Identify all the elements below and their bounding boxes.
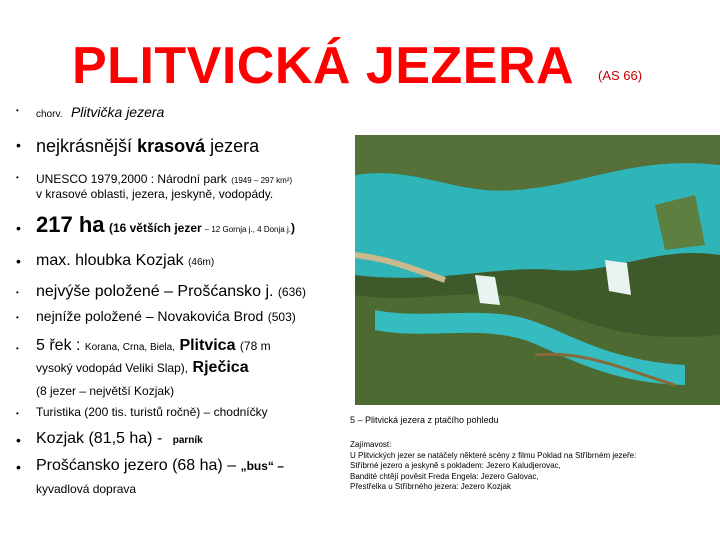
line-depth <box>36 252 214 270</box>
line-karst-b: krasová <box>137 136 206 156</box>
trivia-line: Stříbrné jezero a jeskyně s pokladem: Jezero Kaludjerovac, <box>350 461 561 470</box>
bullet-icon: • <box>16 253 21 269</box>
bullet-icon: • <box>16 313 19 322</box>
bullet-icon: • <box>16 459 21 475</box>
line-depth-b: (46m) <box>188 257 215 268</box>
line-lakes-count: (8 jezer – největší Kozjak) <box>36 384 175 398</box>
line-proscansko-a: Prošćansko jezero (68 ha) – <box>36 457 237 474</box>
bullet-icon: • <box>16 106 19 115</box>
line-karst-a: nejkrásnější <box>36 136 133 156</box>
line-shuttle: kyvadlová doprava <box>36 482 137 496</box>
line-unesco <box>36 170 292 188</box>
line-chorv <box>36 104 164 122</box>
waterfall-right <box>605 260 631 295</box>
line-tourism: Turistika (200 tis. turistů ročně) – chodníčky <box>36 405 268 419</box>
line-highest-b: (636) <box>277 285 306 299</box>
line-lowest-b: (503) <box>267 310 296 324</box>
line-rivers-b: Korana, Crna, Biela, <box>84 342 175 353</box>
page-title: PLITVICKÁ JEZERA <box>72 37 575 95</box>
line-proscansko-b: „bus“ – <box>240 459 284 473</box>
line-area-c: – 12 Gornja j., 4 Donja j. <box>204 225 291 234</box>
line-rivers-a: 5 řek : <box>36 337 81 354</box>
line-kozjak-a: Kozjak (81,5 ha) - <box>36 430 163 447</box>
line-chorv-name: Plitvička jezera <box>70 104 165 120</box>
trivia-line: Přestřelka u Stříbrného jezera: Jezero Kozjak <box>350 482 511 491</box>
line-rivers-c: Plitvica <box>179 337 236 354</box>
line-unesco-c: v krasové oblasti, jezera, jeskyně, vodopády. <box>36 187 274 201</box>
trivia-line: U Plitvických jezer se natáčely některé scény z filmu Poklad na Stříbrném jezeře: <box>350 450 637 460</box>
line-unesco-a: UNESCO 1979,2000 : Národní park <box>36 172 227 186</box>
line-karst <box>36 136 259 157</box>
line-area-d: ) <box>290 221 295 235</box>
bullet-icon: • <box>16 137 21 153</box>
line-area <box>36 212 295 238</box>
title-note: (AS 66) <box>598 68 643 83</box>
bullet-icon: • <box>16 173 19 182</box>
line-depth-a: max. hloubka Kozjak <box>36 252 184 269</box>
line-rivers <box>36 337 271 355</box>
line-kozjak-b: parník <box>172 435 203 446</box>
lakes-aerial-photo <box>355 135 720 405</box>
line-lowest-a: nejníže položené – Novakovića Brod <box>36 308 264 324</box>
photo-caption: 5 – Plitvická jezera z ptačího pohledu <box>350 415 499 425</box>
line-lowest <box>36 308 296 326</box>
line-unesco-b: (1949 – 297 km²) <box>231 176 293 185</box>
line-waterfall-b: Rječica <box>192 359 249 376</box>
line-area-a: 217 ha <box>36 212 105 237</box>
line-waterfall-a: vysoký vodopád Veliki Slap), <box>36 361 189 375</box>
bullet-icon: • <box>16 288 19 297</box>
line-chorv-prefix: chorv. <box>36 109 63 120</box>
line-proscansko <box>36 457 284 475</box>
trivia-heading: Zajímavost: <box>350 440 392 449</box>
line-area-b: (16 větších jezer <box>108 221 202 235</box>
line-highest <box>36 283 306 301</box>
trivia-box <box>350 440 636 493</box>
bullet-icon: • <box>16 409 19 418</box>
line-karst-c: jezera <box>210 136 260 156</box>
bullet-icon: • <box>16 220 21 236</box>
line-waterfall <box>36 359 249 377</box>
trivia-line: Bandité chtějí pověsit Freda Engela: Jezero Galovac, <box>350 471 539 481</box>
line-rivers-d: (78 m <box>239 339 271 353</box>
line-kozjak <box>36 430 203 448</box>
bullet-icon: • <box>16 344 19 353</box>
bullet-icon: • <box>16 432 21 448</box>
lakes-aerial-illustration <box>355 135 720 405</box>
line-highest-a: nejvýše položené – Prošćansko j. <box>36 283 274 300</box>
